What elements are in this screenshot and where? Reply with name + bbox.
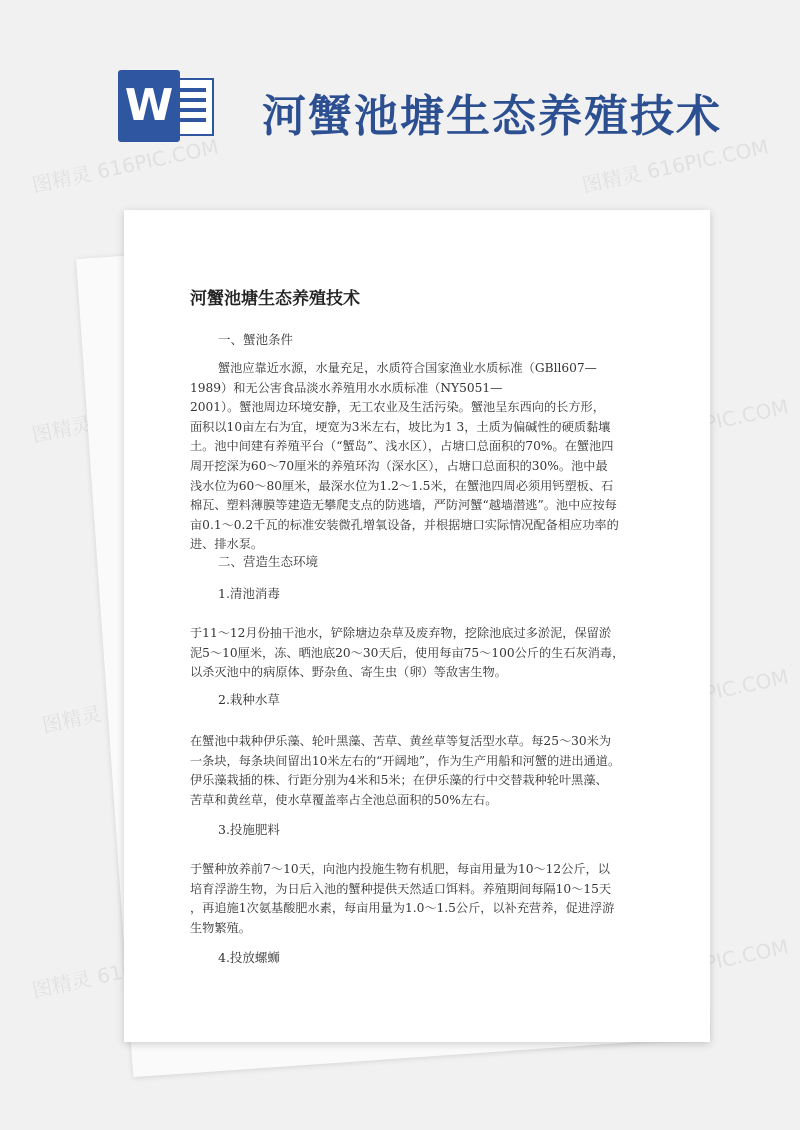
text-line: 一条块，每条块间留出10米左右的“开阔地”，作为生产用船和河蟹的进出通道。 (190, 753, 621, 768)
section-1-paragraph (190, 359, 636, 555)
watermark: 图精灵 616PIC.COM (29, 134, 221, 198)
subsection-heading-plant-grass: 2.栽种水草 (218, 692, 280, 707)
text-line: 于蟹种放养前7～10天，向池内投施生物有机肥，每亩用量为10～12公斤，以 (190, 862, 610, 876)
text-line: 以杀灭池中的病原体、野杂鱼、寄生虫（卵）等敌害生物。 (190, 665, 507, 680)
section-heading-2: 二、营造生态环境 (218, 554, 319, 569)
text-line: 生物繁殖。 (190, 920, 251, 935)
text-line: 蟹池应靠近水源，水量充足，水质符合国家渔业水质标准（GBll607— (218, 361, 597, 375)
watermark: 图精灵 (29, 411, 94, 448)
banner-title: 河蟹池塘生态养殖技术 (262, 91, 722, 142)
text-line: 周开挖深为60～70厘米的养殖环沟（深水区），占塘口总面积的30%。池中最 (190, 458, 608, 473)
watermark: 图精灵 616PIC.COM (579, 134, 771, 198)
watermark: 图精灵 (39, 701, 104, 738)
watermark: 图精灵 (29, 966, 94, 1003)
watermark: 616PIC.COM (664, 934, 791, 984)
text-line: 面积以10亩左右为宜，埂宽为3米左右，坡比为1 3，土质为偏碱性的硬质黏壤 (190, 419, 611, 434)
watermark: 616PIC.COM (664, 664, 791, 714)
text-line: 棉瓦、塑料薄膜等建造无攀爬支点的防逃墙，严防河蟹“越墙潜逃”。池中应按每 (190, 498, 617, 513)
subsection-3-paragraph (190, 860, 636, 938)
watermark: 616PIC.COM (664, 394, 791, 444)
text-line: ，再追施1次氨基酸肥水素，每亩用量为1.0～1.5公斤，以补充营养，促进浮游 (190, 901, 615, 916)
text-line: 浅水位为60～80厘米，最深水位为1.2～1.5米，在蟹池四周必须用钙塑板、石 (190, 478, 614, 493)
document-page (124, 210, 710, 1042)
text-line: 泥5～10厘米，冻、晒池底20～30天后，使用每亩75～100公斤的生石灰消毒， (190, 645, 625, 660)
subsection-1-paragraph (190, 624, 636, 683)
text-line: 于11～12月份抽干池水，铲除塘边杂草及废弃物，挖除池底过多淤泥，保留淤 (190, 626, 612, 640)
text-line: 土。池中间建有养殖平台（“蟹岛”、浅水区），占塘口总面积的70%。在蟹池四 (190, 439, 614, 454)
text-line: 苦草和黄丝草，使水草覆盖率占全池总面积的50%左右。 (190, 792, 498, 807)
text-line: 培育浮游生物，为日后入池的蟹种提供天然适口饵料。养殖期间每隔10～15天 (190, 881, 612, 896)
subsection-heading-clean-pond: 1.清池消毒 (218, 586, 280, 601)
text-line: 伊乐藻栽插的株、行距分别为4米和5米；在伊乐藻的行中交替栽种轮叶黑藻、 (190, 773, 608, 788)
text-line: 1989）和无公害食品淡水养殖用水水质标准（NY5051— (190, 380, 503, 395)
word-logo-tile: W (118, 70, 180, 142)
text-line: 在蟹池中栽种伊乐藻、轮叶黑藻、苦草、黄丝草等复活型水草。每25～30米为 (190, 734, 612, 748)
section-heading-1: 一、蟹池条件 (218, 332, 294, 347)
document-title: 河蟹池塘生态养殖技术 (190, 289, 360, 309)
subsection-heading-snails: 4.投放螺蛳 (218, 950, 280, 965)
word-document-icon (118, 70, 214, 142)
text-line: 亩0.1～0.2千瓦的标准安装微孔增氧设备，并根据塘口实际情况配备相应功率的 (190, 517, 619, 532)
subsection-2-paragraph (190, 732, 636, 810)
subsection-heading-fertilizer: 3.投施肥料 (218, 822, 280, 837)
text-line: 进、排水泵。 (190, 537, 264, 552)
text-line: 2001）。蟹池周边环境安静，无工农业及生活污染。蟹池呈东西向的长方形， (190, 400, 605, 415)
